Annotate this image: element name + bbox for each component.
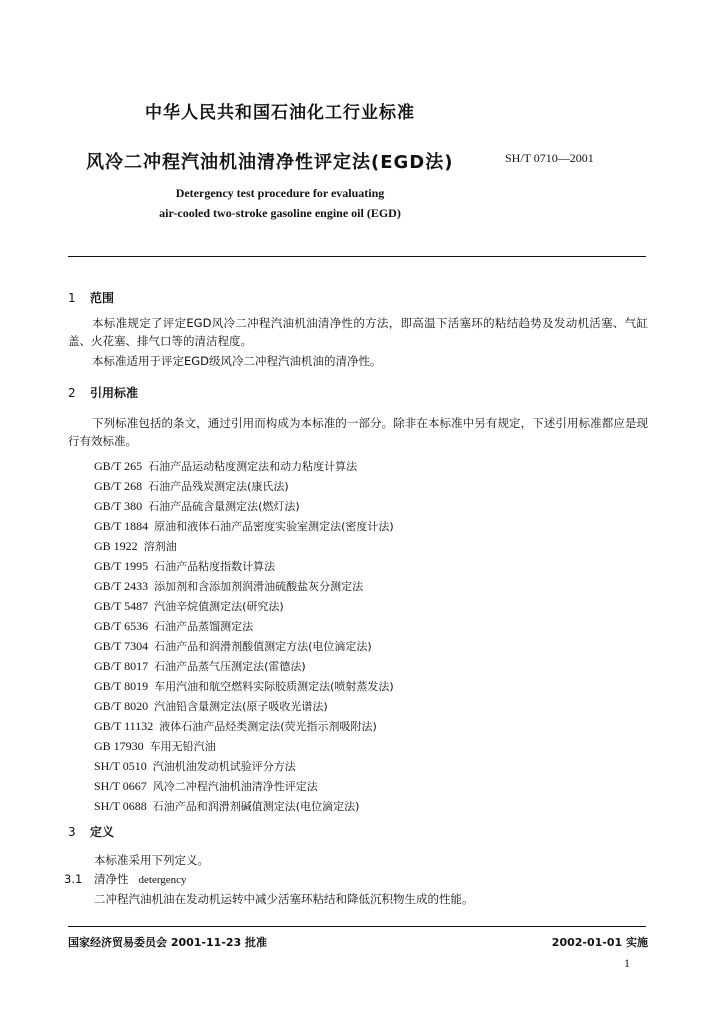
reference-title: 汽油铅含量测定法(原子吸收光谱法) <box>154 700 328 713</box>
approval-info: 国家经济贸易委员会 2001-11-23 批准 <box>68 936 268 949</box>
reference-code: GB 17930 <box>94 739 144 753</box>
reference-item <box>94 736 394 756</box>
standard-number: SH/T 0710—2001 <box>505 151 594 165</box>
section-1-title: 范围 <box>90 291 115 305</box>
reference-title: 液体石油产品烃类测定法(荧光指示剂吸附法) <box>159 720 377 733</box>
section-1-heading <box>68 289 114 306</box>
reference-title: 石油产品和润滑剂酸值测定方法(电位滴定法) <box>154 640 372 653</box>
reference-title: 车用无铅汽油 <box>149 740 216 753</box>
reference-item <box>94 496 394 516</box>
section-2-title: 引用标准 <box>90 386 139 400</box>
reference-title: 石油产品硫含量测定法(燃灯法) <box>148 500 300 513</box>
reference-code: GB/T 380 <box>94 499 143 513</box>
reference-code: GB 1922 <box>94 539 138 553</box>
section-3-number: 3 <box>68 825 76 839</box>
reference-item <box>94 716 394 736</box>
reference-code: GB/T 2433 <box>94 579 149 593</box>
english-title-line2: air-cooled two-stroke gasoline engine oil (EGD) <box>159 206 401 220</box>
header-divider <box>68 256 646 257</box>
definition-text: 二冲程汽油机油在发动机运转中减少活塞环粘结和降低沉积物生成的性能。 <box>94 892 474 906</box>
english-title-line1: Detergency test procedure for evaluating <box>175 186 385 200</box>
reference-code: GB/T 8020 <box>94 699 149 713</box>
reference-item <box>94 696 394 716</box>
footer-divider <box>68 926 646 927</box>
effective-date: 2002-01-01 实施 <box>551 936 648 949</box>
section-3-heading <box>68 823 114 840</box>
section-1-number: 1 <box>68 291 76 305</box>
document-title: 风冷二冲程汽油机油清净性评定法(EGD法) <box>86 152 454 173</box>
industry-standard-heading: 中华人民共和国石油化工行业标准 <box>145 103 415 123</box>
reference-code: SH/T 0510 <box>94 759 147 773</box>
reference-title: 石油产品蒸馏测定法 <box>154 620 254 633</box>
reference-code: GB/T 8017 <box>94 659 149 673</box>
reference-code: GB/T 5487 <box>94 599 149 613</box>
reference-code: GB/T 265 <box>94 459 143 473</box>
reference-item <box>94 456 394 476</box>
reference-title: 石油产品运动粘度测定法和动力粘度计算法 <box>148 460 358 473</box>
reference-title: 石油产品蒸气压测定法(雷德法) <box>154 660 306 673</box>
reference-item <box>94 556 394 576</box>
reference-item <box>94 676 394 696</box>
section-2-number: 2 <box>68 386 76 400</box>
reference-list <box>94 456 394 816</box>
definition-3-1 <box>64 871 187 887</box>
reference-code: GB/T 268 <box>94 479 143 493</box>
reference-item <box>94 536 394 556</box>
reference-item <box>94 796 394 816</box>
reference-title: 原油和液体石油产品密度实验室测定法(密度计法) <box>154 520 394 533</box>
reference-title: 添加剂和含添加剂润滑油硫酸盐灰分测定法 <box>154 580 364 593</box>
reference-code: GB/T 7304 <box>94 639 149 653</box>
reference-item <box>94 756 394 776</box>
reference-code: GB/T 11132 <box>94 719 154 733</box>
reference-code: SH/T 0667 <box>94 779 147 793</box>
section-1-paragraph-2: 本标准适用于评定EGD级风冷二冲程汽油机油的清净性。 <box>92 354 382 368</box>
reference-title: 风冷二冲程汽油机油清净性评定法 <box>152 780 318 793</box>
reference-code: GB/T 6536 <box>94 619 149 633</box>
section-2-intro: 下列标准包括的条文，通过引用而构成为本标准的一部分。除非在本标准中另有规定，下述引用标准都应是现行有效标准。 <box>68 416 648 448</box>
reference-item <box>94 596 394 616</box>
reference-item <box>94 636 394 656</box>
reference-item <box>94 616 394 636</box>
definition-term-en: detergency <box>138 874 187 886</box>
reference-code: GB/T 1995 <box>94 559 149 573</box>
reference-title: 汽油辛烷值测定法(研究法) <box>154 600 284 613</box>
section-3-title: 定义 <box>90 825 115 839</box>
reference-item <box>94 776 394 796</box>
reference-title: 汽油机油发动机试验评分方法 <box>152 760 296 773</box>
section-3-intro: 本标准采用下列定义。 <box>94 853 209 867</box>
definition-term: 清净性 <box>94 872 129 886</box>
reference-title: 石油产品粘度指数计算法 <box>154 560 276 573</box>
reference-item <box>94 516 394 536</box>
reference-code: GB/T 8019 <box>94 679 149 693</box>
reference-code: GB/T 1884 <box>94 519 149 533</box>
reference-title: 溶剂油 <box>143 540 177 553</box>
section-2-heading <box>68 384 138 401</box>
reference-title: 车用汽油和航空燃料实际胶质测定法(喷射蒸发法) <box>154 680 394 693</box>
definition-number: 3.1 <box>64 872 83 886</box>
reference-item <box>94 656 394 676</box>
section-1-paragraph-1: 本标准规定了评定EGD风冷二冲程汽油机油清净性的方法，即高温下活塞环的粘结趋势及发动机活塞、气缸盖、火花塞、排气口等的清洁程度。 <box>68 316 648 348</box>
reference-item <box>94 476 394 496</box>
page-number: 1 <box>624 956 630 970</box>
reference-title: 石油产品残炭测定法(康氏法) <box>148 480 289 493</box>
reference-code: SH/T 0688 <box>94 799 147 813</box>
reference-title: 石油产品和润滑剂碱值测定法(电位滴定法) <box>152 800 360 813</box>
reference-item <box>94 576 394 596</box>
